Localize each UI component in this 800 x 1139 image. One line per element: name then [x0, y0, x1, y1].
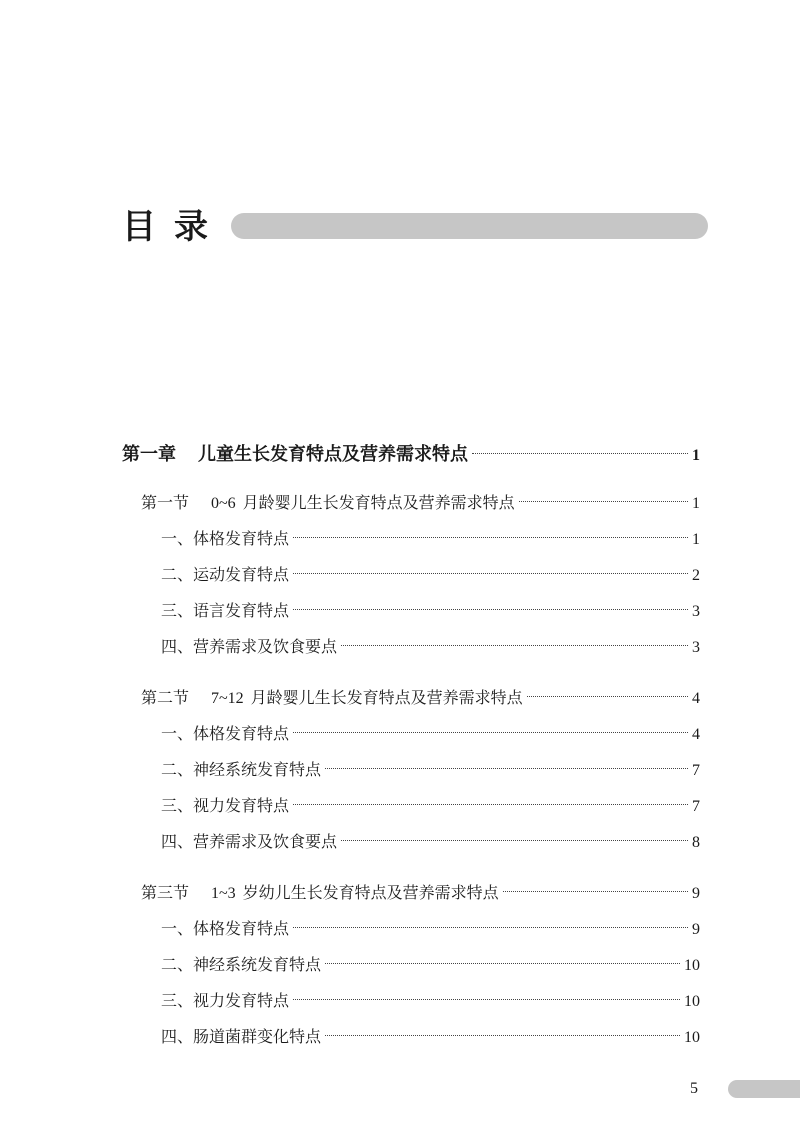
item-page: 4 — [692, 726, 700, 743]
toc-section-3[interactable] — [141, 880, 700, 908]
toc-item[interactable] — [161, 721, 700, 749]
section-title: 岁幼儿生长发育特点及营养需求特点 — [242, 883, 499, 902]
section-label: 第三节 — [141, 883, 190, 902]
item-title: 四、肠道菌群变化特点 — [161, 1027, 322, 1046]
chapter-label: 第一章 — [122, 444, 176, 465]
dot-leader — [527, 696, 688, 697]
toc-item[interactable] — [161, 988, 700, 1016]
toc-item[interactable] — [161, 916, 700, 944]
item-page: 9 — [692, 921, 700, 938]
dot-leader — [341, 645, 688, 646]
dot-leader — [293, 609, 688, 610]
chapter-title: 儿童生长发育特点及营养需求特点 — [198, 444, 468, 465]
toc-item[interactable] — [161, 526, 700, 554]
item-page: 3 — [692, 603, 700, 620]
section-title: 月龄婴儿生长发育特点及营养需求特点 — [242, 493, 515, 512]
dot-leader — [341, 840, 688, 841]
toc-chapter-1[interactable] — [122, 440, 700, 468]
item-title: 四、营养需求及饮食要点 — [161, 832, 338, 851]
item-title: 四、营养需求及饮食要点 — [161, 637, 338, 656]
item-page: 10 — [684, 957, 700, 974]
item-page: 7 — [692, 762, 700, 779]
item-page: 2 — [692, 567, 700, 584]
dot-leader — [325, 768, 688, 769]
item-page: 3 — [692, 639, 700, 656]
item-title: 一、体格发育特点 — [161, 919, 290, 938]
item-title: 一、体格发育特点 — [161, 724, 290, 743]
toc-item[interactable] — [161, 829, 700, 857]
item-page: 8 — [692, 834, 700, 851]
toc-section-2[interactable] — [141, 685, 700, 713]
toc-item[interactable] — [161, 757, 700, 785]
item-title: 三、视力发育特点 — [161, 991, 290, 1010]
toc-item[interactable] — [161, 793, 700, 821]
section-page: 4 — [692, 690, 700, 707]
chapter-page: 1 — [692, 447, 700, 464]
item-page: 1 — [692, 531, 700, 548]
dot-leader — [325, 963, 680, 964]
dot-leader — [293, 804, 688, 805]
section-range: 0~6 — [211, 495, 236, 512]
dot-leader — [293, 999, 680, 1000]
section-label: 第二节 — [141, 688, 190, 707]
item-title: 三、视力发育特点 — [161, 796, 290, 815]
dot-leader — [325, 1035, 680, 1036]
section-range: 1~3 — [211, 885, 236, 902]
item-title: 三、语言发育特点 — [161, 601, 290, 620]
section-page: 1 — [692, 495, 700, 512]
toc-item[interactable] — [161, 952, 700, 980]
dot-leader — [519, 501, 688, 502]
item-page: 10 — [684, 1029, 700, 1046]
title-decoration-bar — [231, 213, 708, 239]
toc-section-1[interactable] — [141, 490, 700, 518]
toc-item[interactable] — [161, 598, 700, 626]
dot-leader — [293, 732, 688, 733]
page-tab-decoration — [728, 1080, 800, 1098]
item-title: 二、神经系统发育特点 — [161, 955, 322, 974]
section-title: 月龄婴儿生长发育特点及营养需求特点 — [250, 688, 523, 707]
item-title: 二、神经系统发育特点 — [161, 760, 322, 779]
section-range: 7~12 — [211, 690, 244, 707]
section-page: 9 — [692, 885, 700, 902]
item-page: 10 — [684, 993, 700, 1010]
toc-item[interactable] — [161, 634, 700, 662]
dot-leader — [472, 453, 688, 454]
page-number: 5 — [690, 1080, 698, 1097]
dot-leader — [293, 537, 688, 538]
section-label: 第一节 — [141, 493, 190, 512]
item-title: 一、体格发育特点 — [161, 529, 290, 548]
dot-leader — [293, 573, 688, 574]
dot-leader — [503, 891, 688, 892]
dot-leader — [293, 927, 688, 928]
toc-item[interactable] — [161, 562, 700, 590]
item-page: 7 — [692, 798, 700, 815]
toc-title: 目录 — [122, 207, 226, 247]
toc-item[interactable] — [161, 1024, 700, 1052]
item-title: 二、运动发育特点 — [161, 565, 290, 584]
